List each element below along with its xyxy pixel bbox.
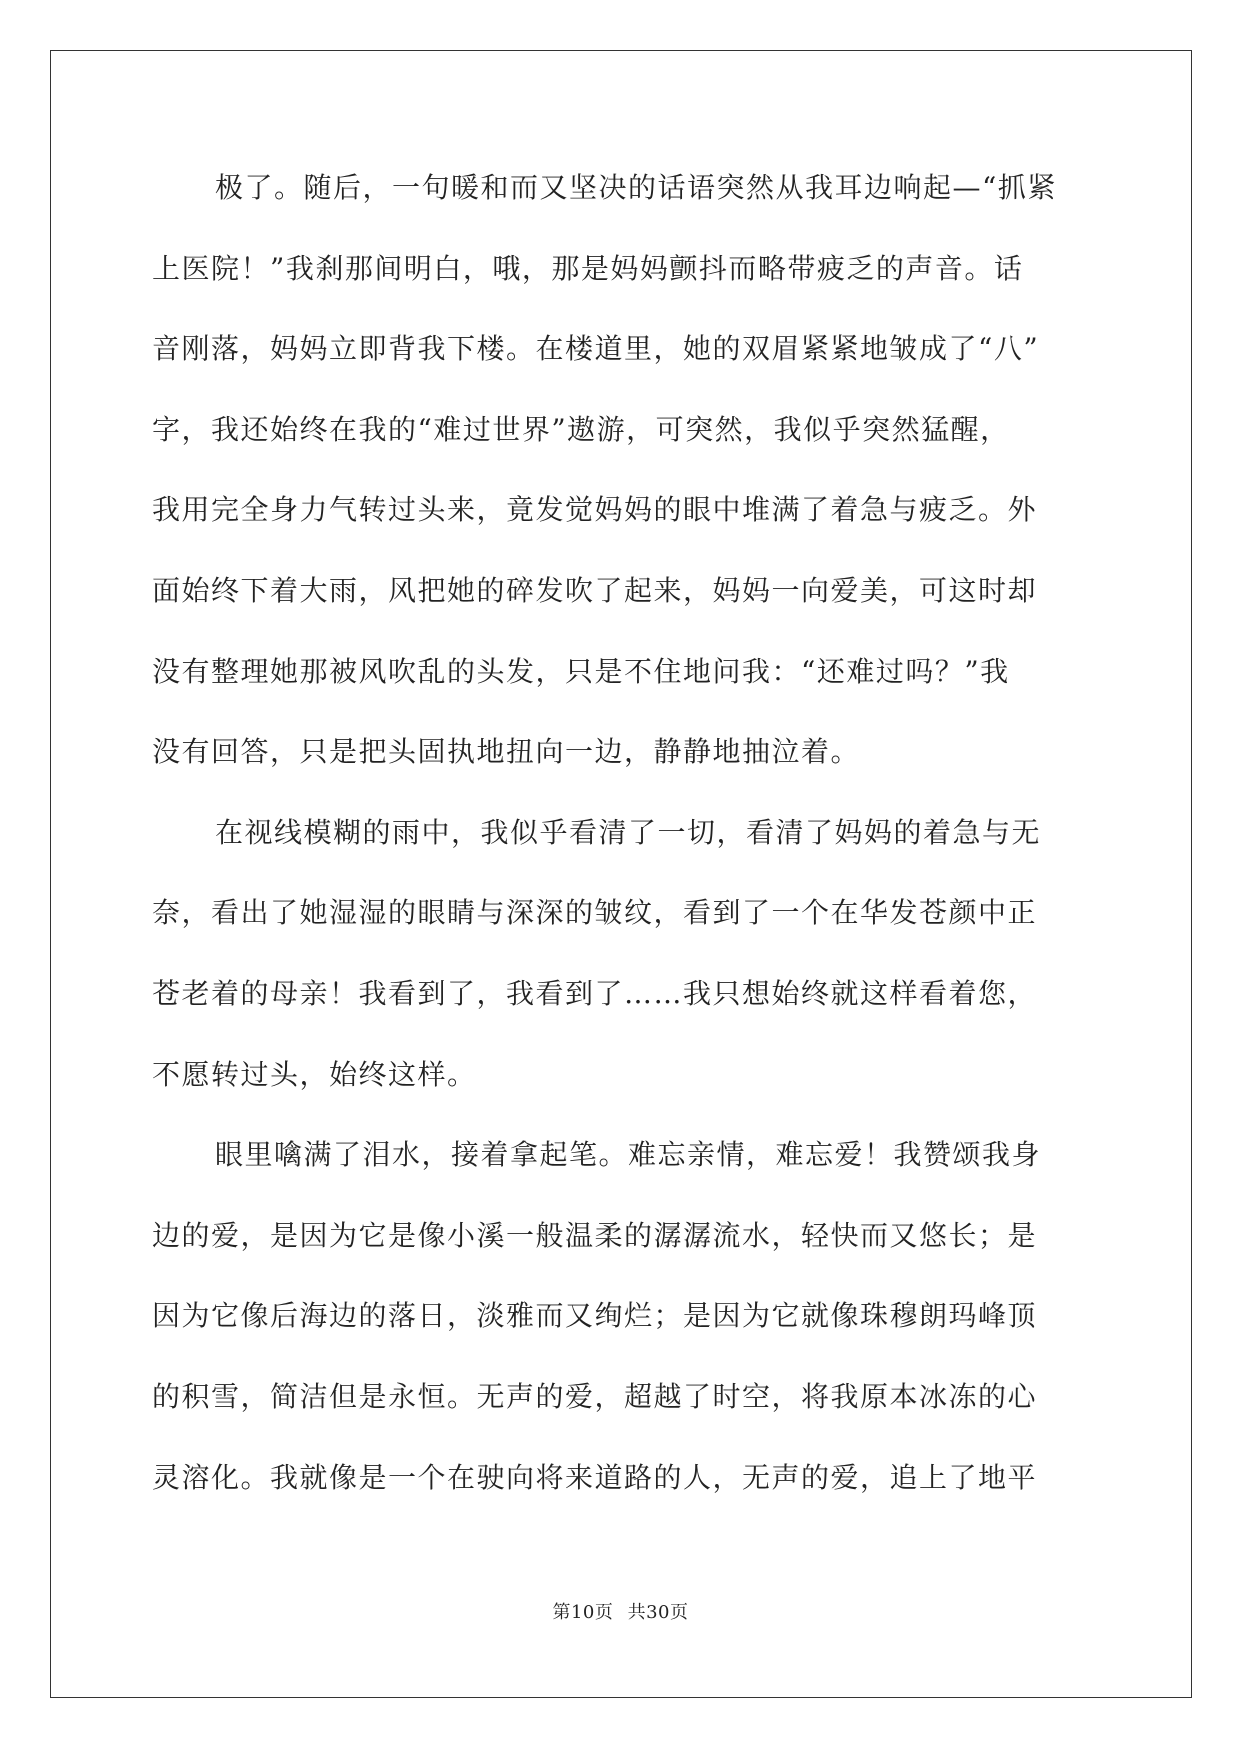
page-number: 第10页 — [552, 1602, 614, 1623]
text-line-1: 极了。随后，一句暖和而又坚决的话语突然从我耳边响起—“抓紧 — [215, 171, 1057, 204]
page-footer — [0, 1598, 1241, 1624]
text-line-10: 奈，看出了她湿湿的眼睛与深深的皱纹，看到了一个在华发苍颜中正 — [152, 896, 1038, 930]
text-line-13: 眼里噙满了泪水，接着拿起笔。难忘亲情，难忘爱！我赞颂我身 — [215, 1138, 1042, 1172]
text-line-12: 不愿转过头，始终这样。 — [152, 1057, 477, 1091]
text-line-9: 在视线模糊的雨中，我似乎看清了一切，看清了妈妈的着急与无 — [215, 815, 1042, 849]
text-line-7: 没有整理她那被风吹乱的头发，只是不住地问我：“还难过吗？”我 — [152, 654, 1010, 688]
text-line-11: 苍老着的母亲！我看到了，我看到了……我只想始终就这样看着您， — [152, 976, 1038, 1010]
text-line-16: 的积雪，简洁但是永恒。无声的爱，超越了时空，将我原本冰冻的心 — [152, 1379, 1038, 1413]
text-line-4: 字，我还始终在我的“难过世界”遨游，可突然，我似乎突然猛醒， — [152, 412, 1010, 446]
text-line-8: 没有回答，只是把头固执地扭向一边，静静地抽泣着。 — [152, 735, 861, 769]
text-line-2: 上医院！”我刹那间明白，哦，那是妈妈颤抖而略带疲乏的声音。话 — [152, 251, 1024, 285]
text-line-17: 灵溶化。我就像是一个在驶向将来道路的人，无声的爱，追上了地平 — [152, 1460, 1038, 1494]
document-body — [152, 160, 1092, 1530]
text-line-15: 因为它像后海边的落日，淡雅而又绚烂；是因为它就像珠穆朗玛峰顶 — [152, 1299, 1038, 1333]
text-line-5: 我用完全身力气转过头来，竟发觉妈妈的眼中堆满了着急与疲乏。外 — [152, 493, 1038, 527]
text-line-14: 边的爱，是因为它是像小溪一般温柔的潺潺流水，轻快而又悠长；是 — [152, 1218, 1038, 1252]
text-line-3: 音刚落，妈妈立即背我下楼。在楼道里，她的双眉紧紧地皱成了“八” — [152, 332, 1040, 366]
text-line-6: 面始终下着大雨，风把她的碎发吹了起来，妈妈一向爱美，可这时却 — [152, 573, 1038, 607]
page-total: 共30页 — [627, 1602, 689, 1623]
